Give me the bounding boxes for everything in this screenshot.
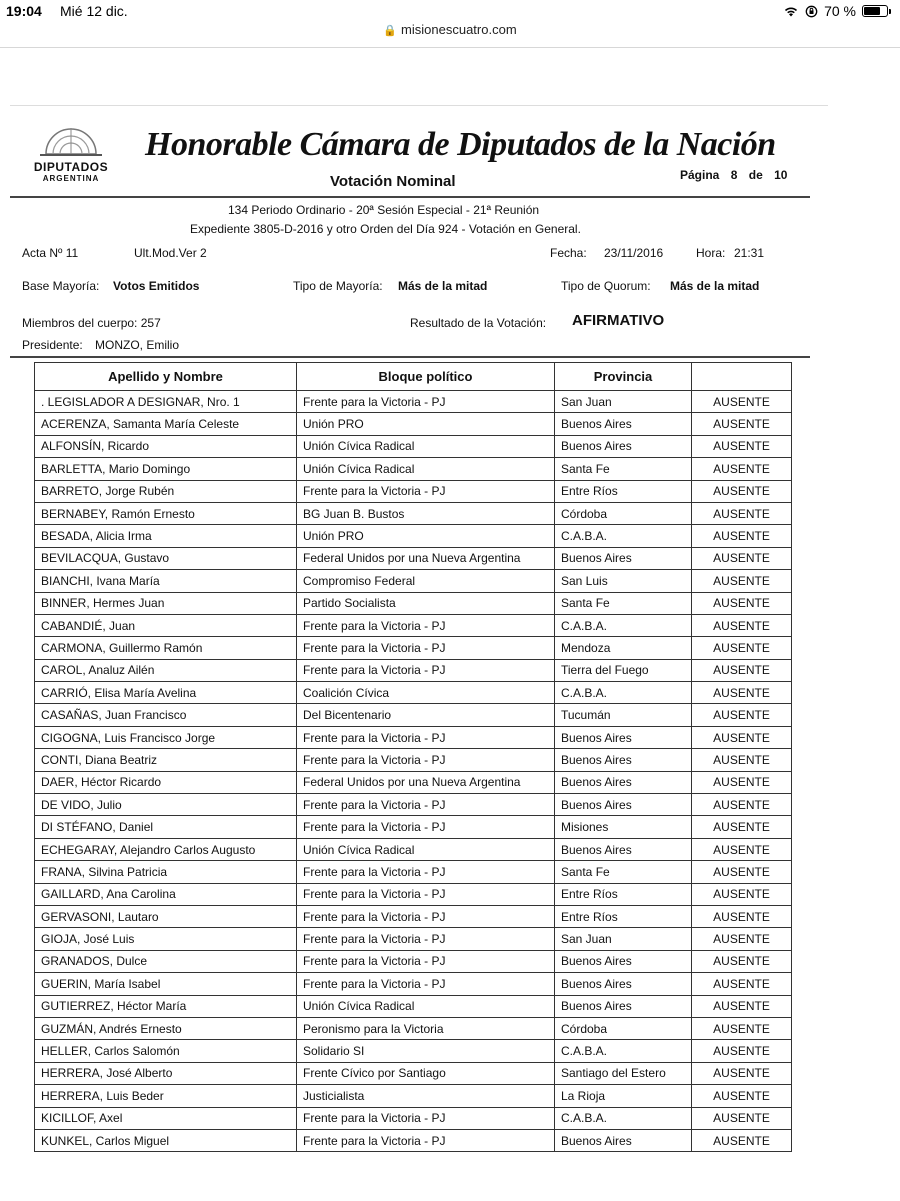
table-row [35,905,792,927]
cell-voto: AUSENTE [692,726,792,748]
cell-provincia: Santiago del Estero [555,1062,692,1084]
cell-name: CABANDIÉ, Juan [35,614,297,636]
cell-provincia: Buenos Aires [555,547,692,569]
expediente-line: Expediente 3805-D-2016 y otro Orden del Día 924 - Votación en General. [190,222,581,236]
cell-name: CARRIÓ, Elisa María Avelina [35,682,297,704]
cell-voto: AUSENTE [692,413,792,435]
cell-bloque: Peronismo para la Victoria [297,1017,555,1039]
cell-name: DI STÉFANO, Daniel [35,816,297,838]
orientation-lock-icon [805,5,818,18]
cell-provincia: Misiones [555,816,692,838]
table-row [35,391,792,413]
battery-percentage: 70 % [824,3,856,19]
document-page [10,105,828,1201]
cell-name: HELLER, Carlos Salomón [35,1040,297,1062]
table-row [35,816,792,838]
cell-bloque: Coalición Cívica [297,682,555,704]
page-of: de [748,168,763,182]
diputados-logo [26,124,116,194]
cell-provincia: Buenos Aires [555,973,692,995]
battery-icon [862,5,888,17]
cell-voto: AUSENTE [692,592,792,614]
cell-provincia: Buenos Aires [555,794,692,816]
table-row [35,1017,792,1039]
cell-provincia: Buenos Aires [555,1129,692,1151]
tipo-quorum-label: Tipo de Quorum: [561,279,651,293]
cell-voto: AUSENTE [692,995,792,1017]
cell-provincia: Buenos Aires [555,838,692,860]
header-provincia: Provincia [555,363,692,391]
cell-bloque: Frente para la Victoria - PJ [297,883,555,905]
cell-bloque: Compromiso Federal [297,570,555,592]
cell-name: BERNABEY, Ramón Ernesto [35,502,297,524]
cell-name: ALFONSÍN, Ricardo [35,435,297,457]
cell-name: GUTIERREZ, Héctor María [35,995,297,1017]
cell-voto: AUSENTE [692,682,792,704]
cell-voto: AUSENTE [692,816,792,838]
cell-provincia: Buenos Aires [555,995,692,1017]
cell-voto: AUSENTE [692,704,792,726]
tipo-mayoria-label: Tipo de Mayoría: [293,279,383,293]
status-bar [0,0,900,24]
cell-name: GUZMÁN, Andrés Ernesto [35,1017,297,1039]
cell-name: BINNER, Hermes Juan [35,592,297,614]
table-row [35,525,792,547]
cell-voto: AUSENTE [692,905,792,927]
cell-provincia: Córdoba [555,1017,692,1039]
cell-provincia: San Juan [555,928,692,950]
cell-provincia: Tierra del Fuego [555,659,692,681]
table-row [35,614,792,636]
miembros-cuerpo: Miembros del cuerpo: 257 [22,316,161,330]
cell-name: GUERIN, María Isabel [35,973,297,995]
table-row [35,1085,792,1107]
header-divider [10,196,810,198]
cell-name: DE VIDO, Julio [35,794,297,816]
hora-label: Hora: [696,246,726,260]
cell-provincia: San Juan [555,391,692,413]
cell-bloque: Frente para la Victoria - PJ [297,637,555,659]
cell-provincia: Buenos Aires [555,726,692,748]
cell-name: CIGOGNA, Luis Francisco Jorge [35,726,297,748]
cell-voto: AUSENTE [692,659,792,681]
cell-name: CASAÑAS, Juan Francisco [35,704,297,726]
page-current: 8 [730,168,738,182]
cell-name: GERVASONI, Lautaro [35,905,297,927]
cell-voto: AUSENTE [692,794,792,816]
cell-provincia: La Rioja [555,1085,692,1107]
cell-name: BIANCHI, Ivana María [35,570,297,592]
cell-bloque: Unión Cívica Radical [297,838,555,860]
version: Ult.Mod.Ver 2 [134,246,207,260]
cell-provincia: C.A.B.A. [555,525,692,547]
base-mayoria-label: Base Mayoría: [22,279,100,293]
cell-voto: AUSENTE [692,435,792,457]
cell-bloque: Frente para la Victoria - PJ [297,391,555,413]
base-mayoria-value: Votos Emitidos [113,279,200,293]
fecha-value: 23/11/2016 [604,246,664,260]
table-row [35,861,792,883]
cell-name: BEVILACQUA, Gustavo [35,547,297,569]
cell-voto: AUSENTE [692,838,792,860]
cell-voto: AUSENTE [692,749,792,771]
cell-bloque: Frente para la Victoria - PJ [297,973,555,995]
cell-provincia: Buenos Aires [555,749,692,771]
cell-voto: AUSENTE [692,1107,792,1129]
status-indicators [783,3,888,19]
table-row [35,1129,792,1151]
votes-table-body [35,391,792,1152]
page-indicator [680,168,795,182]
cell-provincia: C.A.B.A. [555,1107,692,1129]
cell-bloque: Unión Cívica Radical [297,995,555,1017]
header-bloque: Bloque político [297,363,555,391]
table-row [35,928,792,950]
cell-bloque: Frente para la Victoria - PJ [297,726,555,748]
cell-voto: AUSENTE [692,637,792,659]
cell-name: KUNKEL, Carlos Miguel [35,1129,297,1151]
cell-provincia: Buenos Aires [555,950,692,972]
cell-name: HERRERA, Luis Beder [35,1085,297,1107]
presidente-value: MONZO, Emilio [95,338,179,352]
chamber-title: Honorable Cámara de Diputados de la Nación [145,126,776,163]
cell-voto: AUSENTE [692,950,792,972]
table-row [35,682,792,704]
cell-provincia: C.A.B.A. [555,614,692,636]
cell-voto: AUSENTE [692,570,792,592]
cell-name: ECHEGARAY, Alejandro Carlos Augusto [35,838,297,860]
cell-provincia: Buenos Aires [555,435,692,457]
cell-voto: AUSENTE [692,502,792,524]
cell-bloque: BG Juan B. Bustos [297,502,555,524]
cell-voto: AUSENTE [692,1062,792,1084]
cell-provincia: Buenos Aires [555,771,692,793]
cell-voto: AUSENTE [692,1040,792,1062]
status-time: 19:04 [6,3,42,19]
cell-provincia: C.A.B.A. [555,682,692,704]
cell-provincia: Córdoba [555,502,692,524]
table-row [35,794,792,816]
table-row [35,771,792,793]
logo-text-top: DIPUTADOS [33,160,109,174]
votes-table [34,362,792,1152]
cell-bloque: Frente para la Victoria - PJ [297,928,555,950]
cell-name: CAROL, Analuz Ailén [35,659,297,681]
table-row [35,637,792,659]
resultado-label: Resultado de la Votación: [410,316,547,330]
cell-bloque: Frente para la Victoria - PJ [297,950,555,972]
table-row [35,547,792,569]
table-row [35,1062,792,1084]
cell-voto: AUSENTE [692,771,792,793]
table-row [35,704,792,726]
acta-number: Acta Nº 11 [22,246,79,260]
cell-bloque: Unión Cívica Radical [297,458,555,480]
cell-bloque: Frente para la Victoria - PJ [297,794,555,816]
cell-bloque: Frente para la Victoria - PJ [297,480,555,502]
table-row [35,502,792,524]
document-title: Votación Nominal [330,173,456,190]
cell-bloque: Frente para la Victoria - PJ [297,749,555,771]
cell-provincia: Tucumán [555,704,692,726]
cell-bloque: Unión Cívica Radical [297,435,555,457]
tipo-mayoria-value: Más de la mitad [398,279,488,293]
cell-name: DAER, Héctor Ricardo [35,771,297,793]
cell-bloque: Frente para la Victoria - PJ [297,861,555,883]
cell-bloque: Unión PRO [297,413,555,435]
cell-provincia: C.A.B.A. [555,1040,692,1062]
table-header-row [35,363,792,391]
cell-voto: AUSENTE [692,1017,792,1039]
cell-name: FRANA, Silvina Patricia [35,861,297,883]
cell-name: BARRETO, Jorge Rubén [35,480,297,502]
cell-voto: AUSENTE [692,883,792,905]
cell-provincia: Santa Fe [555,458,692,480]
url-text: misionescuatro.com [401,22,517,37]
toolbar-divider [0,47,900,48]
cell-provincia: Santa Fe [555,861,692,883]
cell-bloque: Unión PRO [297,525,555,547]
cell-bloque: Frente Cívico por Santiago [297,1062,555,1084]
cell-voto: AUSENTE [692,973,792,995]
wifi-icon [783,5,799,17]
cell-voto: AUSENTE [692,547,792,569]
cell-voto: AUSENTE [692,928,792,950]
cell-provincia: Buenos Aires [555,413,692,435]
cell-name: GIOJA, José Luis [35,928,297,950]
header-voto [692,363,792,391]
cell-name: HERRERA, José Alberto [35,1062,297,1084]
cell-name: GRANADOS, Dulce [35,950,297,972]
cell-bloque: Frente para la Victoria - PJ [297,1107,555,1129]
cell-voto: AUSENTE [692,391,792,413]
cell-bloque: Frente para la Victoria - PJ [297,659,555,681]
table-row [35,838,792,860]
fecha-label: Fecha: [550,246,587,260]
cell-name: . LEGISLADOR A DESIGNAR, Nro. 1 [35,391,297,413]
hora-value: 21:31 [734,246,765,260]
table-row [35,659,792,681]
logo-text-bottom: ARGENTINA [42,174,100,183]
cell-bloque: Frente para la Victoria - PJ [297,1129,555,1151]
table-row [35,570,792,592]
table-row [35,950,792,972]
session-line: 134 Periodo Ordinario - 20ª Sesión Especial - 21ª Reunión [228,203,540,217]
table-row [35,995,792,1017]
cell-name: BESADA, Alicia Irma [35,525,297,547]
cell-voto: AUSENTE [692,1129,792,1151]
cell-provincia: San Luis [555,570,692,592]
cell-provincia: Entre Ríos [555,883,692,905]
cell-voto: AUSENTE [692,458,792,480]
address-bar[interactable] [0,22,900,44]
header-apellido-nombre: Apellido y Nombre [35,363,297,391]
cell-name: GAILLARD, Ana Carolina [35,883,297,905]
page-total: 10 [774,168,788,182]
cell-bloque: Justicialista [297,1085,555,1107]
cell-name: BARLETTA, Mario Domingo [35,458,297,480]
table-row [35,883,792,905]
cell-voto: AUSENTE [692,861,792,883]
cell-name: KICILLOF, Axel [35,1107,297,1129]
table-row [35,435,792,457]
cell-voto: AUSENTE [692,1085,792,1107]
table-row [35,1107,792,1129]
cell-provincia: Mendoza [555,637,692,659]
presidente-label: Presidente: [22,338,83,352]
cell-bloque: Partido Socialista [297,592,555,614]
battery-level [864,7,880,15]
cell-bloque: Federal Unidos por una Nueva Argentina [297,547,555,569]
page-label: Página [680,168,720,182]
cell-voto: AUSENTE [692,480,792,502]
cell-name: CONTI, Diana Beatriz [35,749,297,771]
cell-name: CARMONA, Guillermo Ramón [35,637,297,659]
table-row [35,1040,792,1062]
cell-bloque: Del Bicentenario [297,704,555,726]
table-row [35,413,792,435]
cell-provincia: Entre Ríos [555,905,692,927]
table-row [35,726,792,748]
cell-bloque: Frente para la Victoria - PJ [297,816,555,838]
lock-icon: 🔒 [383,25,398,37]
cell-voto: AUSENTE [692,614,792,636]
table-row [35,480,792,502]
cell-bloque: Federal Unidos por una Nueva Argentina [297,771,555,793]
cell-name: ACERENZA, Samanta María Celeste [35,413,297,435]
congress-building-icon [36,124,106,158]
resultado-value: AFIRMATIVO [572,312,665,329]
info-divider [10,356,810,358]
cell-provincia: Entre Ríos [555,480,692,502]
table-row [35,973,792,995]
table-row [35,458,792,480]
cell-voto: AUSENTE [692,525,792,547]
table-row [35,749,792,771]
tipo-quorum-value: Más de la mitad [670,279,760,293]
cell-bloque: Frente para la Victoria - PJ [297,614,555,636]
status-date: Mié 12 dic. [60,3,128,19]
cell-bloque: Solidario SI [297,1040,555,1062]
cell-provincia: Santa Fe [555,592,692,614]
table-row [35,592,792,614]
cell-bloque: Frente para la Victoria - PJ [297,905,555,927]
